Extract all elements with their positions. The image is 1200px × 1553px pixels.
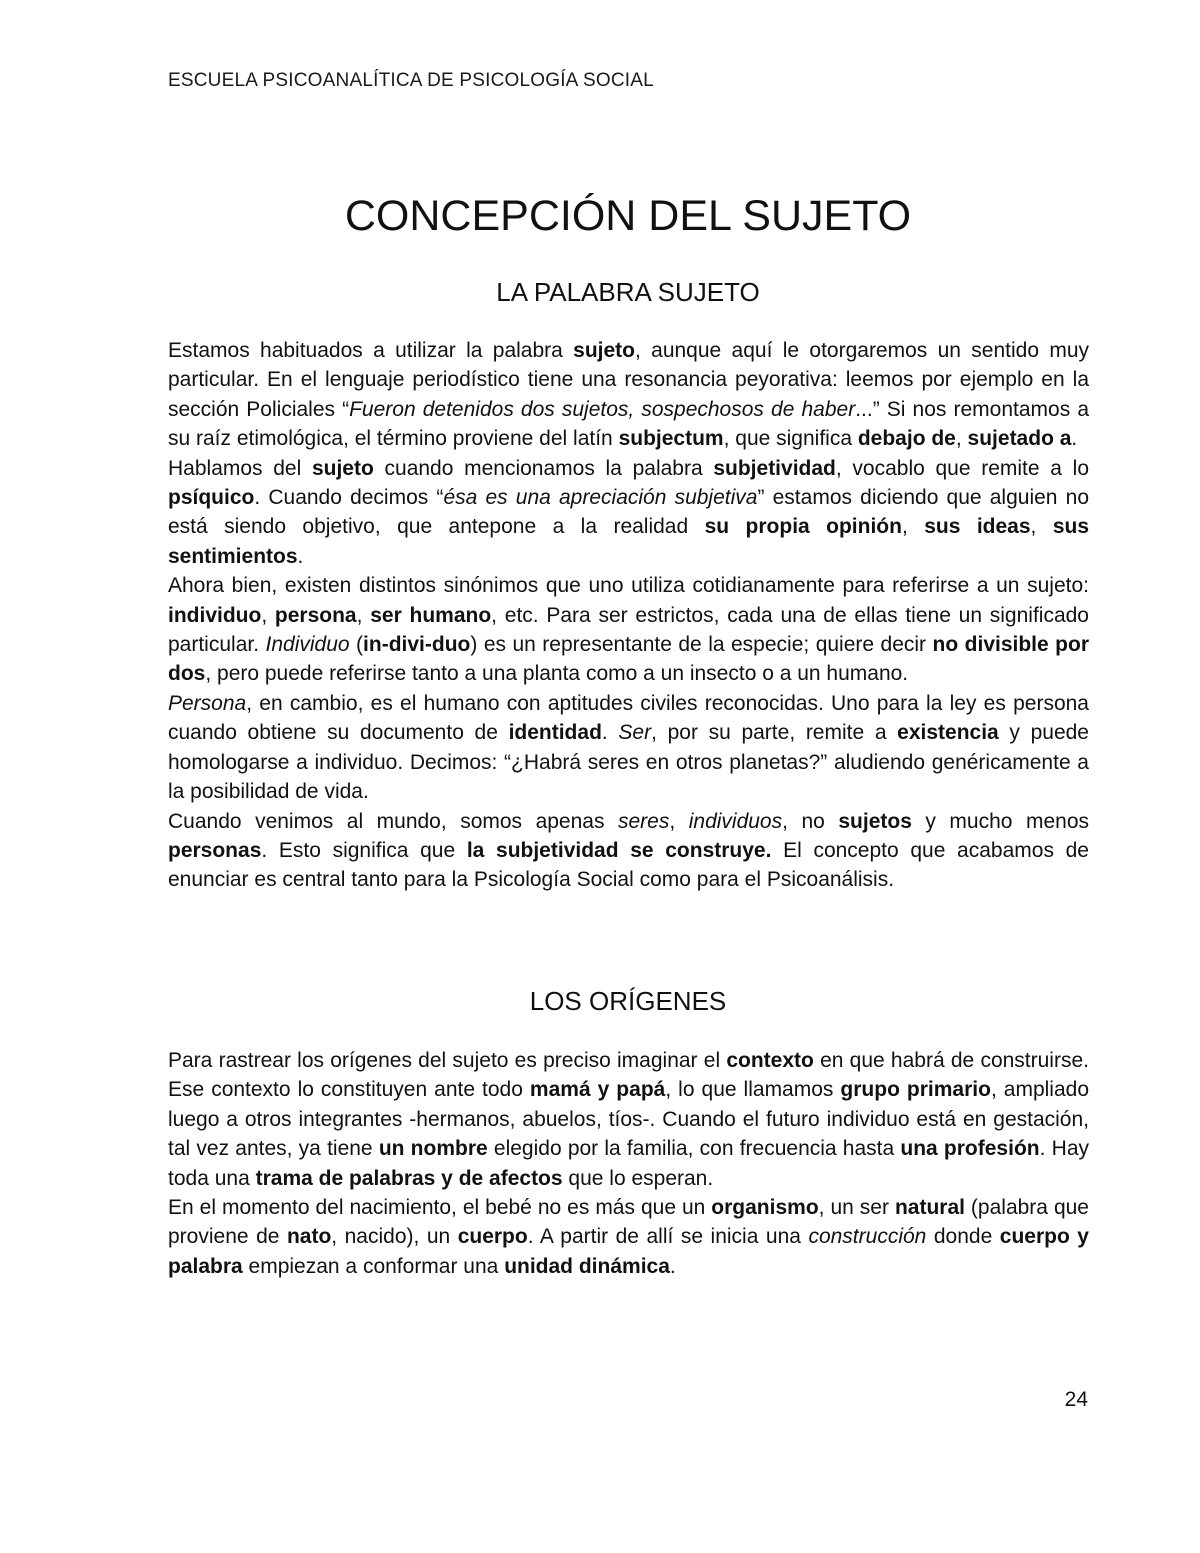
text-run: . Cuando decimos “: [254, 486, 444, 510]
italic-run: individuos: [688, 809, 783, 833]
italic-run: seres: [618, 809, 670, 833]
text-run: .: [297, 544, 304, 568]
text-run: . Hay toda una: [168, 1137, 1089, 1190]
text-run: , ampliado luego a otros integrantes -hermanos, abuelos, tíos-. Cuando el futuro individuo está en gestación, tal vez antes, ya tiene: [168, 1078, 1089, 1161]
text-run: Hablamos del: [168, 456, 312, 480]
text-run: elegido por la familia, con frecuencia hasta: [487, 1137, 901, 1161]
text-run: ...” Si nos remontamos a su raíz etimológica, el término proviene del latín: [168, 397, 1089, 451]
section-heading-los-origenes: LOS ORÍGENES: [529, 986, 727, 1016]
text-run: ,: [261, 603, 275, 627]
paragraph: [168, 689, 1089, 807]
bold-run: mamá y papá: [529, 1078, 666, 1102]
text-run: que lo esperan.: [562, 1166, 714, 1190]
text-run: Para rastrear los orígenes del sujeto es preciso imaginar el: [168, 1049, 727, 1072]
bold-run: trama de palabras y de afectos: [255, 1166, 563, 1190]
page-number: 24: [1064, 1388, 1088, 1411]
text-run: (: [349, 633, 364, 657]
text-run: ) es un representante de la especie; quiere decir: [470, 633, 933, 657]
text-run: , lo que llamamos: [665, 1078, 841, 1102]
paragraph: [168, 454, 1089, 572]
text-run: , que significa: [723, 427, 858, 451]
bold-run: subjectum: [618, 427, 724, 451]
running-header: ESCUELA PSICOANALÍTICA DE PSICOLOGÍA SOCIAL: [168, 70, 654, 91]
section-body-la-palabra-sujeto: [168, 336, 1089, 895]
text-run: ,: [901, 515, 925, 539]
text-run: ,: [955, 427, 968, 451]
bold-run: existencia: [897, 721, 999, 745]
text-run: ” estamos diciendo que alguien no está siendo objetivo, que antepone a la realidad: [168, 486, 1090, 539]
bold-run: cuerpo: [457, 1225, 528, 1249]
bold-run: su propia opinión: [704, 515, 902, 539]
paragraph: [168, 807, 1089, 895]
text-run: Estamos habituados a utilizar la palabra: [168, 339, 574, 362]
italic-run: Individuo: [265, 633, 350, 657]
italic-run: ésa es una apreciación subjetiva: [443, 486, 758, 510]
text-run: donde: [926, 1225, 1000, 1249]
bold-run: in-divi-duo: [363, 633, 471, 657]
text-run: ,: [356, 603, 371, 627]
paragraph: [168, 1193, 1089, 1281]
bold-run: nato: [286, 1225, 332, 1249]
bold-run: organismo: [711, 1196, 819, 1220]
paragraph: [168, 571, 1089, 689]
text-run: y puede homologarse a individuo. Decimos: “¿Habrá seres en otros planetas?” aludiendo genéricamente a la posibilidad de vida.: [168, 721, 1089, 804]
text-run: ,: [669, 809, 689, 833]
bold-run: sus sentimientos: [168, 515, 1089, 568]
text-run: , por su parte, remite a: [651, 721, 898, 745]
text-run: , vocablo que remite a lo: [835, 456, 1089, 480]
bold-run: sujetado a: [967, 427, 1072, 451]
text-run: (palabra que proviene de: [168, 1196, 1089, 1249]
paragraph: [168, 1046, 1089, 1193]
bold-run: una profesión: [900, 1137, 1040, 1161]
bold-run: no divisible por dos: [168, 633, 1089, 686]
text-run: . A partir de allí se inicia una: [527, 1225, 809, 1249]
bold-run: persona: [274, 603, 357, 627]
text-run: Cuando venimos al mundo, somos apenas: [168, 809, 618, 833]
bold-run: sujetos: [838, 809, 912, 833]
text-run: En el momento del nacimiento, el bebé no es más que un: [168, 1196, 712, 1220]
bold-run: un nombre: [378, 1137, 488, 1161]
bold-run: cuerpo y palabra: [168, 1225, 1089, 1278]
bold-run: debajo de: [857, 427, 956, 451]
text-run: .: [601, 721, 619, 745]
text-run: , etc. Para ser estrictos, cada una de ellas tiene un significado particular.: [168, 603, 1089, 657]
section-heading-la-palabra-sujeto: LA PALABRA SUJETO: [496, 277, 760, 307]
italic-run: Ser: [618, 721, 652, 745]
bold-run: sujeto: [311, 456, 374, 480]
text-run: Ahora bien, existen distintos sinónimos que uno utiliza cotidianamente para referirse a un sujeto:: [168, 574, 1089, 598]
text-run: , en cambio, es el humano con aptitudes civiles reconocidas. Uno para la ley es persona cuando obtiene su documento de: [168, 691, 1089, 745]
italic-run: Persona: [168, 691, 247, 715]
text-run: , aunque aquí le otorgaremos un sentido muy particular. En el lenguaje periodístico tiene una resonancia peyorativa: leemos por ejemplo en la sección Policiales “: [168, 339, 1089, 421]
text-run: , no: [782, 809, 839, 833]
italic-run: Fueron detenidos dos sujetos, sospechosos de haber: [349, 397, 856, 421]
bold-run: psíquico: [168, 486, 255, 510]
bold-run: individuo: [168, 603, 262, 627]
bold-run: sujeto: [573, 339, 635, 362]
text-run: empiezan a conformar una: [242, 1254, 505, 1278]
text-run: , un ser: [818, 1196, 895, 1220]
bold-run: sus ideas: [924, 515, 1031, 539]
section-body-los-origenes: [168, 1046, 1089, 1281]
text-run: en que habrá de construirse. Ese contexto lo constituyen ante todo: [168, 1049, 1089, 1102]
bold-run: personas: [168, 838, 262, 862]
text-run: ,: [1030, 515, 1053, 539]
text-run: .: [669, 1254, 676, 1278]
text-run: , pero puede referirse tanto a una planta como a un insecto o a un humano.: [205, 662, 909, 686]
bold-run: unidad dinámica: [504, 1254, 670, 1278]
text-run: El concepto que acabamos de enunciar es central tanto para la Psicología Social como para el Psicoanálisis.: [168, 838, 1089, 892]
bold-run: grupo primario: [840, 1078, 991, 1102]
text-run: , nacido), un: [331, 1225, 458, 1249]
text-run: cuando mencionamos la palabra: [373, 456, 714, 480]
bold-run: la subjetividad se construye.: [466, 838, 772, 862]
bold-run: identidad: [508, 721, 602, 745]
page-title: CONCEPCIÓN DEL SUJETO: [344, 192, 912, 240]
paragraph: [168, 336, 1089, 454]
bold-run: contexto: [726, 1049, 814, 1072]
bold-run: natural: [894, 1196, 965, 1220]
text-run: y mucho menos: [911, 809, 1089, 833]
bold-run: ser humano: [370, 603, 492, 627]
bold-run: subjetividad: [713, 456, 836, 480]
text-run: .: [1071, 427, 1078, 451]
text-run: . Esto significa que: [261, 838, 467, 862]
italic-run: construcción: [808, 1225, 927, 1249]
